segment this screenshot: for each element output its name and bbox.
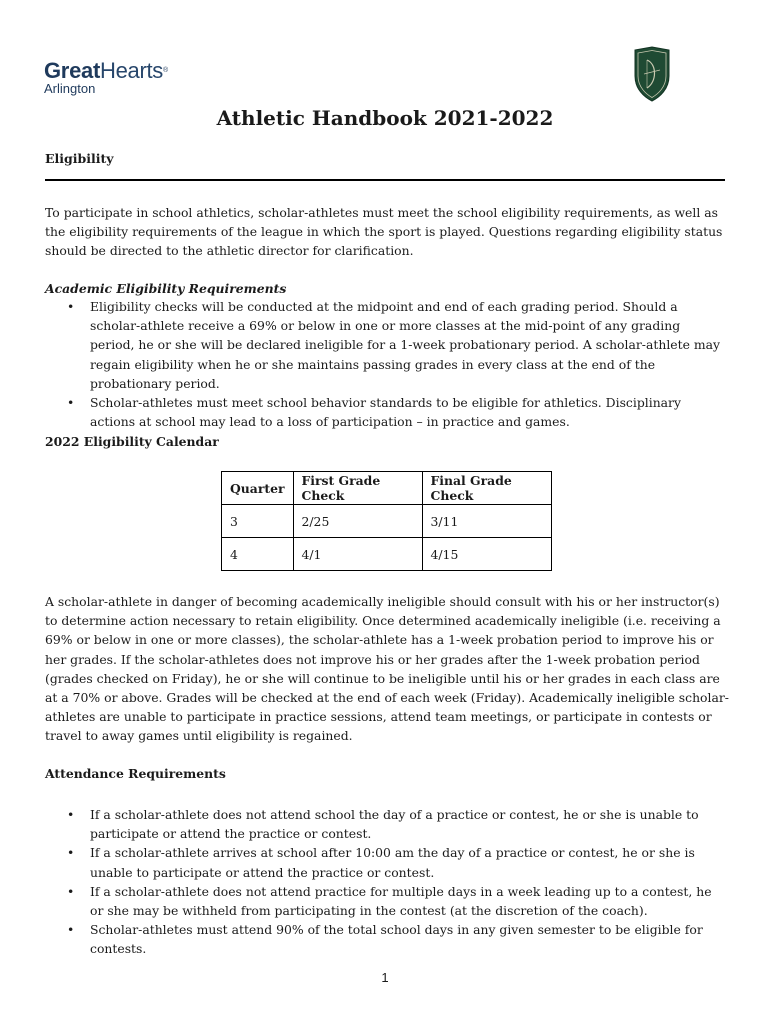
- logo-campus: Arlington: [44, 81, 96, 96]
- list-item: • If a scholar-athlete does not attend school the day of a practice or contest, he or she is unable to participate or attend the practice or contest.: [67, 807, 699, 842]
- probation-paragraph: A scholar-athlete in danger of becoming academically ineligible should consult with his or her instructor(s) to determine action necessary to retain eligibility. Once determined academically ineligible (i.e. receiving a 69% or below in one or more classes), the scholar-athlete has a 1-week probation period to improve his or her grades. If the scholar-athletes does not improve his or her grades after the 1-week probation period (grades checked on Friday), he or she will continue to be ineligible until his or her grades in each class are at a 70% or above. Grades will be checked at the end of each week (Friday). Academically ineligible scholar-athletes are unable to participate in practice sessions, attend team meetings, or participate in contests or travel to away games until eligibility is regained.: [45, 594, 729, 744]
- page-title: Athletic Handbook 2021-2022: [216, 106, 554, 130]
- list-item: • Scholar-athletes must meet school behavior standards to be eligible for athletics. Disciplinary actions at school may lead to a loss of participation – in practice and games.: [67, 395, 681, 430]
- bullet-icon: •: [67, 922, 75, 938]
- bullet-icon: •: [67, 883, 75, 899]
- table-cell: 3/11: [422, 505, 551, 538]
- table-cell: 3: [222, 505, 294, 538]
- table-cell: 4/1: [293, 538, 422, 571]
- table-row: [222, 505, 552, 538]
- logo-wordmark: GreatHearts®: [44, 58, 168, 83]
- table-cell: 2/25: [293, 505, 422, 538]
- table-cell: 4: [222, 538, 294, 571]
- intro-paragraph: To participate in school athletics, scholar-athletes must meet the school eligibility requirements, as well as the eligibility requirements of the league in which the sport is played. Questions regarding eligibility status should be directed to the athletic director for clarification.: [45, 205, 723, 259]
- school-crest-icon: [633, 46, 671, 102]
- attendance-heading: Attendance Requirements: [45, 766, 226, 781]
- bullet-icon: •: [67, 395, 75, 411]
- header-cell: First Grade Check: [293, 472, 422, 505]
- academic-list: [45, 297, 725, 431]
- bullet-icon: •: [67, 845, 75, 861]
- bullet-icon: •: [67, 299, 75, 314]
- table-header-row: [222, 472, 552, 505]
- table-cell: 4/15: [422, 538, 551, 571]
- academic-heading: Academic Eligibility Requirements: [45, 281, 287, 296]
- list-item: • If a scholar-athlete arrives at school after 10:00 am the day of a practice or contest, he or she is unable to participate or attend the practice or contest.: [67, 845, 695, 880]
- header-cell: Quarter: [222, 472, 294, 505]
- page-number: 1: [381, 970, 389, 985]
- greathearts-logo: [44, 60, 168, 96]
- eligibility-calendar-table: [221, 471, 552, 571]
- list-item: • Scholar-athletes must attend 90% of the total school days in any given semester to be eligible for contests.: [67, 922, 703, 957]
- bullet-icon: •: [67, 807, 75, 822]
- list-item: • If a scholar-athlete does not attend practice for multiple days in a week leading up to a contest, he or she may be withheld from participating in the contest (at the discretion of the coach).: [67, 883, 712, 919]
- list-item: • Eligibility checks will be conducted at the midpoint and end of each grading period. Should a scholar-athlete receive a 69% or below in one or more classes at the mid-point of any grading period, he or she will be declared ineligible for a 1-week probationary period. A scholar-athlete may regain eligibility when he or she maintains passing grades in every class at the end of the probationary period.: [67, 299, 720, 391]
- table-row: [222, 538, 552, 571]
- calendar-heading: 2022 Eligibility Calendar: [45, 434, 219, 449]
- header-cell: Final Grade Check: [422, 472, 551, 505]
- eligibility-heading: Eligibility: [45, 151, 114, 166]
- attendance-list: [45, 805, 725, 959]
- section-divider: [45, 179, 725, 181]
